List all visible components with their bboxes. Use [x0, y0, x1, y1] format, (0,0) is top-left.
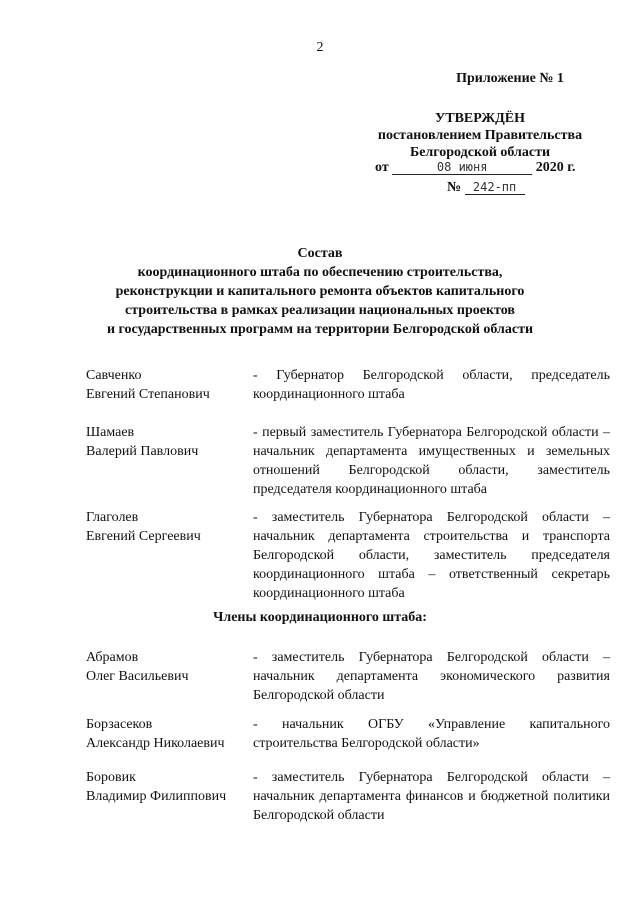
person-role: - первый заместитель Губернатора Белгородской области – начальник департамента имущественных и земельных отношений Белгородской области, заместитель председателя координационного штаба	[253, 425, 610, 497]
person-name	[86, 423, 251, 461]
members-heading: Члены координационного штаба:	[213, 610, 427, 625]
person-role: - начальник ОГБУ «Управление капитального строительства Белгородской области»	[253, 717, 610, 751]
title-line: Состав	[297, 246, 343, 261]
number-field: 242-пп	[465, 180, 525, 195]
surname: Глаголев	[86, 510, 139, 525]
approved-by: постановлением Правительства	[377, 128, 583, 143]
surname: Абрамов	[86, 650, 139, 665]
given-names: Евгений Степанович	[86, 387, 210, 402]
person-role: - заместитель Губернатора Белгородской области – начальник департамента экономического развития Белгородской области	[253, 650, 610, 703]
document-title	[60, 244, 580, 339]
page-number: 2	[316, 40, 324, 55]
approved-region: Белгородской области	[409, 145, 551, 160]
surname: Борзасеков	[86, 717, 153, 732]
person-role: - заместитель Губернатора Белгородской области – начальник департамента строительства и транспорта Белгородской области, заместитель председателя координационного штаба – ответственный секретарь координационного штаба	[253, 510, 610, 601]
approval-number-line	[447, 180, 525, 196]
approval-date-line	[375, 160, 575, 176]
given-names: Александр Николаевич	[86, 736, 225, 751]
given-names: Евгений Сергеевич	[86, 529, 201, 544]
approved-label: УТВЕРЖДЁН	[434, 111, 526, 126]
title-line: строительства в рамках реализации национальных проектов	[125, 303, 515, 318]
appendix-label: Приложение № 1	[456, 71, 564, 86]
person-role: - Губернатор Белгородской области, председатель координационного штаба	[253, 368, 610, 402]
person-name	[86, 648, 251, 686]
given-names: Олег Васильевич	[86, 669, 189, 684]
date-prefix: от	[375, 160, 389, 175]
title-line: и государственных программ на территории Белгородской области	[106, 322, 534, 337]
date-suffix: 2020 г.	[535, 160, 576, 175]
title-line: координационного штаба по обеспечению строительства,	[137, 265, 503, 280]
person-name	[86, 508, 251, 546]
person-name	[86, 715, 251, 753]
person-name	[86, 768, 251, 806]
surname: Савченко	[86, 368, 142, 383]
surname: Шамаев	[86, 425, 135, 440]
given-names: Владимир Филиппович	[86, 789, 227, 804]
date-field: 08 июня	[392, 160, 532, 175]
given-names: Валерий Павлович	[86, 444, 199, 459]
number-prefix: №	[447, 180, 462, 195]
title-line: реконструкции и капитального ремонта объектов капитального	[115, 284, 525, 299]
person-role: - заместитель Губернатора Белгородской области – начальник департамента финансов и бюджетной политики Белгородской области	[253, 770, 610, 823]
person-name	[86, 366, 251, 404]
surname: Боровик	[86, 770, 136, 785]
